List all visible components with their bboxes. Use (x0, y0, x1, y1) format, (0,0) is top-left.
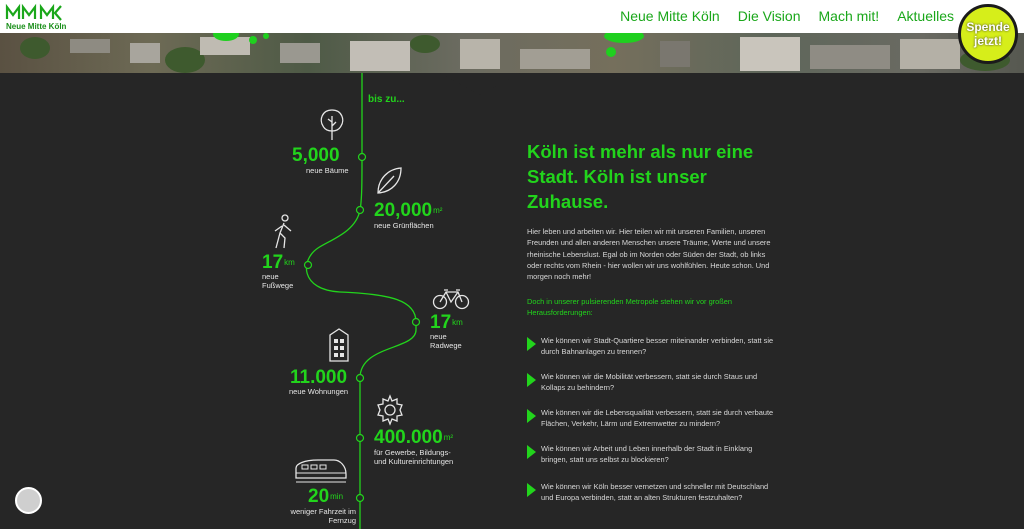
arrow-right-icon (527, 409, 536, 423)
chat-avatar-button[interactable] (15, 487, 42, 514)
nav-mach-mit[interactable]: Mach mit! (818, 8, 880, 24)
metric-value-trees: 5,000 (292, 145, 340, 166)
nav-die-vision[interactable]: Die Vision (737, 8, 801, 24)
main-nav (620, 8, 954, 24)
question-text: Wie können wir die Lebensqualität verbessern, statt sie durch verbaute Flächen, Verkehr, Lärm und Extremwetter zu mindern? (541, 408, 774, 429)
arrow-right-icon (527, 483, 536, 497)
metric-value-train: $20^{min}$ (308, 486, 344, 507)
question-text: Wie können wir Stadt-Quartiere besser miteinander verbinden, statt sie durch Bahnanlagen zu trennen? (541, 336, 774, 357)
donate-label-line1: Spende (966, 20, 1010, 34)
metric-label-trees: neue Bäume (306, 166, 349, 175)
metric-value-bike-lanes: $17^{km}$ (430, 312, 463, 333)
bicycle-icon (432, 288, 470, 310)
logo-mark-icon (5, 3, 65, 21)
tree-icon (316, 108, 348, 142)
question-text: Wie können wir die Mobilität verbessern, statt sie durch Staus und Kollaps zu behindern? (541, 372, 758, 393)
metric-value-footpaths: $17^{km}$ (262, 252, 295, 273)
metric-label-apartments: neue Wohnungen (289, 387, 349, 396)
question-text: Wie können wir Köln besser vernetzen und schneller mit Deutschland und Europa verbinden, statt an alten Strukturen festzuhalten? (541, 482, 769, 503)
metric-label-green-areas: neue Grünflächen (374, 221, 434, 230)
site-logo[interactable] (5, 3, 67, 31)
section-headline: Köln ist mehr als nur eine Stadt. Köln ist unser Zuhause. (527, 141, 754, 212)
nav-aktuelles[interactable]: Aktuelles (897, 8, 954, 24)
donate-button[interactable] (958, 4, 1018, 64)
arrow-right-icon (527, 373, 536, 387)
site-header (0, 0, 1024, 33)
walking-person-icon (270, 214, 296, 250)
metric-value-green-areas: $20,000^{m^2}$ (374, 200, 443, 221)
apartment-building-icon (328, 327, 350, 363)
donate-label-line2: jetzt! (974, 34, 1002, 48)
metric-value-commercial: $400.000^{m^2}$ (374, 427, 454, 448)
intro-paragraph: Hier leben und arbeiten wir. Hier teilen wir mit unseren Familien, unseren Freunden und allen anderen Menschen unsere Träume, Werte und unsere rheinische Lebenslust. Egal ob im Norden oder Süden der Stadt, ob links oder rechts vom Rhein - hier wollen wir uns wohlfühlen. Heute schon. Und morgen noch mehr! (527, 227, 771, 282)
nav-neue-mitte-koeln[interactable]: Neue Mitte Köln (620, 8, 720, 24)
metric-value-apartments: 11.000 (290, 367, 348, 388)
leaf-icon (374, 165, 404, 197)
arrow-right-icon (527, 337, 536, 351)
arrow-right-icon (527, 445, 536, 459)
timeline-intro-label: bis zu... (368, 94, 405, 105)
aerial-city-photo (0, 33, 1024, 73)
metric-label-footpaths: neue Fußwege (262, 272, 294, 290)
metric-label-train: weniger Fahrzeit im Fernzug (290, 507, 356, 525)
logo-text: Neue Mitte Köln (6, 22, 67, 31)
challenges-lead: Doch in unserer pulsierenden Metropole stehen wir vor großen Herausforderungen: (527, 297, 732, 318)
question-text: Wie können wir Arbeit und Leben innerhalb der Stadt in Einklang bringen, statt uns selbst zu blockieren? (541, 444, 753, 465)
metric-label-bike-lanes: neue Radwege (430, 332, 462, 350)
gear-icon (374, 394, 406, 426)
metric-label-commercial: für Gewerbe, Bildungs- und Kultureinrichtungen (374, 448, 454, 466)
train-icon (294, 456, 348, 484)
